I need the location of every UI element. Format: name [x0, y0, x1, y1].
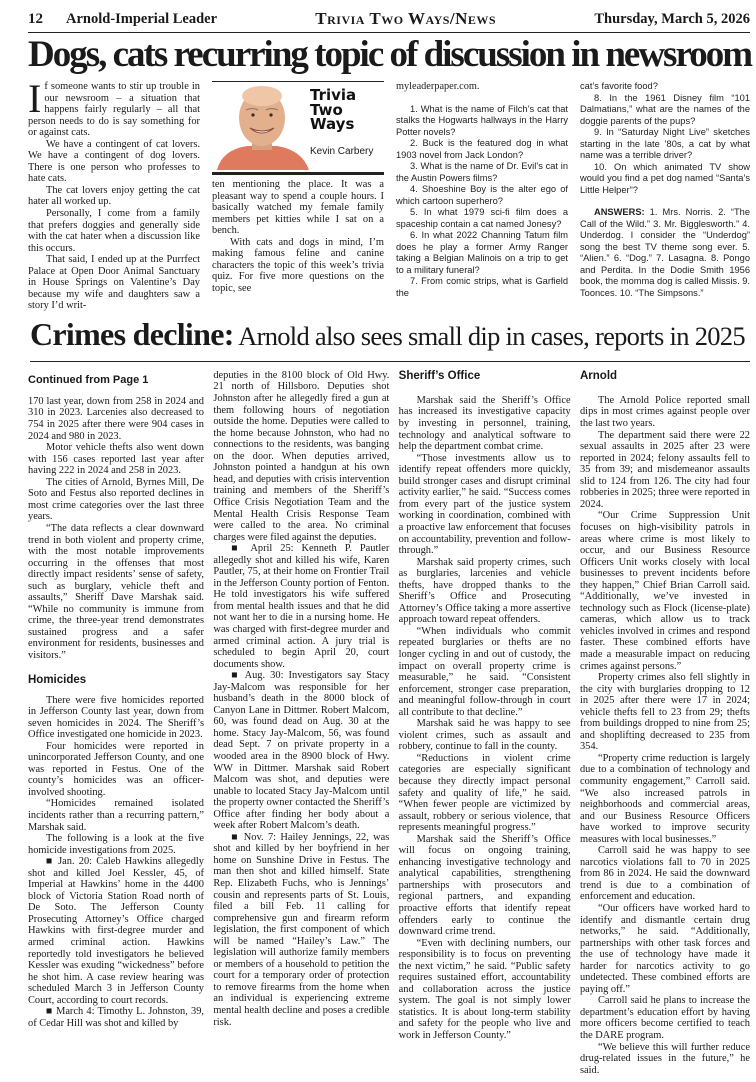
crimes-headline	[28, 316, 750, 359]
trivia-question: 6. In what 2022 Channing Tatum film does he play a former Army Ranger taking a Belgian Malinois on a trip to get to a military funeral?	[396, 230, 568, 275]
paragraph-list	[399, 395, 571, 1042]
article-paragraph: Marshak said the Sheriff’s Office will focus on ongoing training, enhancing investigative technology and analytical capabilities, strengthening partnerships with prosecutors and regional partners, and expanding proactive efforts that identify repeat offenders early to continue the downward crime trend.	[398, 833, 571, 938]
crimes-column-2	[213, 370, 389, 1028]
logo-line: Ways	[310, 115, 355, 133]
byline: Kevin Carbery	[310, 146, 374, 157]
article-paragraph: ■ Nov. 7: Hailey Jennings, 22, was shot and killed by her boyfriend in her home on Sunshine Drive in Festus. The man then shot and killed himself. State Rep. Elizabeth Fuchs, who is Jennings’ cousin and represents parts of St. Louis, filed a bill Feb. 11 calling for comprehensive gun and firearm reform legislation, the first component of which will be named “Hailey’s Law.” The legislation will authorize family members or members of a household to petition the court for a temporary order of protection to remove firearms from the home when an individual is experiencing extreme mental health decline and poses a credible risk.	[213, 831, 390, 1028]
crimes-column-3	[399, 370, 571, 1042]
trivia-paragraph: Personally, I come from a family that prefers doggies and generally side with the cat hater when a discussion like this occurs.	[28, 208, 200, 254]
article-paragraph: ■ Jan. 20: Caleb Hawkins allegedly shot and killed Joel Kessler, 45, of Imperial at Hawkins’ home in the 4400 block of Victoria Station Road north of De Soto. The Jefferson County Prosecuting Attorney’s Office charged Hawkins with first-degree murder and armed criminal action. Hawkins reportedly told investigators he believed Kessler was exuding “wickedness” before he shot him. A case review hearing was scheduled March 3 in Jefferson County Court, according to court records.	[28, 856, 204, 1006]
article-paragraph: deputies in the 8100 block of Old Hwy. 21 north of Hillsboro. Deputies shot Johnston after he allegedly fired a gun at them following hours of negotiation outside the home. Deputies were called to the home because Johnston, who had no connections to the residents, was banging on the door. When deputies arrived, Johnston pointed a handgun at his own head, and deputies with crisis intervention training and members of the Sheriff’s Office Crisis Negotiation Team and the Mental Health Crisis Response Team were called to the area. No criminal charges were filed against the deputies.	[213, 369, 390, 543]
article-paragraph: “Even with declining numbers, our responsibility is to focus on preventing the next victim,” he said. “Public safety requires sustained effort, accountability and collaboration across the justice system. The goal is not simply lower statistics. It is about long-term stability and safety for the people who live and work in Jefferson County.”	[398, 937, 571, 1042]
trivia-column-1	[28, 76, 200, 312]
article-paragraph: “Our officers have worked hard to identify and dismantle certain drug networks,” he said. “Additionally, partnerships with other task forces and the use of technology have made it harder for narcotics activity to go undetected. These combined efforts are paying off.”	[579, 903, 750, 995]
trivia-paragraph: That said, I ended up at the Purrfect Palace at Open Door Animal Sanctuary in House Springs on Valentine’s Day because my wife and daughters saw a story I’d writ-	[28, 254, 200, 312]
paragraph-list	[28, 76, 200, 312]
trivia-questions-1	[396, 81, 568, 299]
article-paragraph: 170 last year, down from 258 in 2024 and 310 in 2023. Larcenies also decreased to 754 in 2025 after there were 904 cases in 2024 and 980 in 2023.	[28, 395, 204, 442]
paragraph-list	[396, 104, 568, 300]
trivia-paragraph: With cats and dogs in mind, I’m making famous feline and canine characters the topic of this week’s trivia quiz. For five more questions on the topic, see	[212, 236, 384, 294]
trivia-question: 5. In what 1979 sci-fi film does a spaceship contain a cat named Jonesy?	[396, 207, 568, 229]
article-paragraph: Motor vehicle thefts also went down with 156 cases reported last year after having 222 in 2024 and 258 in 2023.	[28, 442, 204, 477]
article-paragraph: Marshak said property crimes, such as burglaries, larcenies and vehicle thefts, have dropped thanks to the Sheriff’s Office and Prosecuting Attorney’s Office taking a more assertive approach toward repeat offenders.	[398, 556, 571, 626]
article-paragraph: The cities of Arnold, Byrnes Mill, De Soto and Festus also reported declines in most crime categories over the last three years.	[28, 476, 204, 523]
section-name: Trivia Two Ways/News	[315, 9, 497, 28]
page-number: 12	[28, 11, 43, 27]
article-paragraph: Property crimes also fell slightly in the city with burglaries dropping to 12 in 2025 after there were 17 in 2024; vehicle thefts fell to 23 from 29; thefts from buildings dropped to nine from 25; and shoplifting decreased to 235 from 354.	[579, 672, 750, 753]
trivia-question: 4. Shoeshine Boy is the alter ego of which cartoon superhero?	[396, 184, 568, 206]
trivia-paragraph: We have a contingent of cat lovers. We have a contingent of dog lovers. There is one person who professes to hate cats.	[28, 138, 200, 185]
headline-main: Crimes decline:	[30, 315, 234, 352]
article-paragraph: ■ March 4: Timothy L. Johnston, 39, of Cedar Hill was shot and killed by	[28, 1006, 204, 1029]
answers-label: ANSWERS:	[594, 207, 645, 217]
article-paragraph: “We believe this will further reduce drug-related issues in the future,” he said.	[579, 1041, 750, 1076]
paragraph-list	[28, 396, 204, 662]
trivia-question: 9. In “Saturday Night Live” sketches starting in the late ’80s, a cat by what name was a terrible driver?	[580, 127, 750, 160]
masthead	[28, 8, 750, 33]
trivia-question: cat’s favorite food?	[580, 81, 658, 91]
trivia-question: 1. What is the name of Filch’s cat that stalks the Hogwarts hallways in the Harry Potter novels?	[396, 103, 568, 137]
trivia-column-2	[212, 81, 384, 294]
article-paragraph: ■ Aug. 30: Investigators say Stacy Jay-Malcom was responsible for her husband’s death in the 8000 block of Canyon Lane in Dittmer. Robert Malcom, 60, was found dead on Aug. 30 at the home. Stacy Jay-Malcom, 56, was found dead Sept. 7 on private property in a wooded area in the 8900 block of Hwy. WW in Dittmer. Marshak said Robert Malcom was shot, and deputies were unable to located Stacy Jay-Malcom until the property owner contacted the Sheriff’s Office after finding her body about a week after Robert Malcom’s death.	[213, 670, 390, 832]
column-header-box	[212, 81, 384, 175]
paragraph-list	[580, 395, 750, 1076]
article-paragraph: “The data reflects a clear downward trend in both violent and property crime, with the most notable improvements occurring in the offenses that most directly impact residents’ sense of safety, such as burglary, vehicle theft and assaults,” Sheriff Dave Marshak said. “While no community is immune from crime, the three-year trend demonstrates sustained progress and a safer environment for residents, businesses and visitors.”	[28, 522, 204, 661]
crimes-column-1	[28, 370, 204, 1029]
trivia-question: 8. In the 1961 Disney film “101 Dalmatians,” what are the names of the doggie parents of the pups?	[580, 92, 750, 126]
arnold-subhead: Arnold	[579, 369, 618, 382]
trivia-headline: Dogs, cats recurring topic of discussion in newsroom	[28, 34, 752, 75]
article-paragraph: Carroll said he was happy to see narcotics violations fall to 70 in 2025 from 86 in 2024. He said the downward trend is due to a combination of enforcement and education.	[579, 845, 750, 903]
trivia-question: 10. On which animated TV show would you find a pet dog named “Santa’s Little Helper”?	[580, 161, 750, 195]
article-paragraph: The Arnold Police reported small dips in most crimes against people over the last two years.	[579, 394, 750, 430]
answers-text: 1. Mrs. Norris. 2. “The Call of the Wild.” 3. Mr. Bigglesworth.” 4. Underdog. I consider the “Underdog” song the best TV theme song ever. 5. “Alien.” 6. “Dog.” 7. Lasagna. 8. Pongo and Perdita. In the Dodie Smith 1956 book, the momma dog is called Missis. 9. Toonces. 10. “The Simpsons.”	[580, 207, 750, 298]
article-paragraph: “Property crime reduction is largely due to a combination of technology and community engagement,” Carroll said. “We also increased patrols in neighborhoods and commercial areas, and our Business Resource Officers have worked to improve security measures with local businesses.”	[579, 752, 750, 845]
trivia-question: 7. From comic strips, what is Garfield the	[396, 276, 568, 298]
headline-deck: Arnold also sees small dip in cases, reports in 2025	[233, 320, 745, 351]
column-logo	[310, 88, 356, 132]
crimes-columns	[28, 370, 750, 1076]
article-paragraph: “Those investments allow us to identify repeat offenders more quickly, build stronger cases and disrupt criminal activity earlier,” he said. “Success comes from every part of the justice system working in coordination, combined with a proactive law enforcement that focuses on accountability, prevention and follow-through.”	[398, 452, 571, 557]
article-paragraph: “When individuals who commit repeated burglaries or thefts are no longer cycling in and out of custody, the impact on overall property crime is measurable,” he said. “Consistent enforcement, stronger case preparation, and meaningful follow-through in court all contribute to that decline.”	[398, 625, 571, 718]
article-paragraph: The department said there were 22 sexual assaults in 2025 after 23 were reported in 2024; felony assaults fell to 35 from 39; and misdemeanor assaults slid to 124 from 126. The city had four robberies in 2025; three were reported in 2024.	[579, 429, 750, 510]
trivia-columns	[28, 76, 750, 312]
divider	[30, 361, 750, 362]
paragraph-list	[213, 370, 389, 1028]
article-paragraph: “Homicides remained isolated incidents rather than a recurring pattern,” Marshak said.	[28, 798, 204, 833]
article-paragraph: “Our Crime Suppression Unit focuses on high-visibility patrols in areas where crime is most likely to occur, and our Business Resource Officers Unit works closely with local businesses to prevent incidents before they happen,” Chief Brian Carroll said. “Additionally, we’ve invested in technology such as Flock (license-plate) cameras, which allow us to track vehicles involved in crimes and respond faster. These combined efforts have made a measurable impact on reducing crimes against persons.”	[579, 510, 750, 672]
article-paragraph: The following is a look at the five homicide investigations from 2025.	[28, 833, 204, 856]
trivia-question: 3. What is the name of Dr. Evil’s cat in the Austin Powers films?	[396, 161, 568, 183]
article-paragraph: “Reductions in violent crime categories are especially significant because they directly impact personal safety and quality of life,” he said. “When fewer people are victimized by assault, robbery or serious violence, that represents meaningful progress.”	[398, 752, 571, 834]
trivia-questions-2	[580, 81, 750, 299]
paragraph-list	[580, 93, 750, 197]
article-paragraph: ■ April 25: Kenneth P. Pautler allegedly shot and killed his wife, Karen Pautler, 75, at their home on Frontier Trail in the Jefferson County portion of Fenton. He told investigators his wife suffered from mental health issues and that he did not want her to die in a nursing home. He was charged with first-degree murder and armed criminal action. A jury trial is scheduled to begin April 20, court documents show.	[213, 543, 390, 670]
article-paragraph: Four homicides were reported in unincorporated Jefferson County, and one was reported in Festus. One of the county’s homicides was an officer-involved shooting.	[28, 740, 204, 798]
paragraph-list	[212, 179, 384, 294]
homicides-subhead: Homicides	[28, 673, 87, 686]
crimes-column-4	[580, 370, 750, 1076]
sheriffs-office-subhead: Sheriff’s Office	[398, 369, 481, 382]
continued-kicker[interactable]: Continued from Page 1	[28, 373, 149, 386]
logo-line: Two	[310, 100, 343, 119]
paragraph-list	[28, 695, 204, 1030]
website-link[interactable]: myleaderpaper.com.	[396, 81, 480, 92]
issue-date: Thursday, March 5, 2026	[594, 11, 750, 27]
article-paragraph: Marshak said the Sheriff’s Office has increased its investigative capacity by investing in personnel, training, technology and analytical software to help the department combat crime.	[398, 394, 571, 453]
trivia-question: 2. Buck is the featured dog in what 1903 novel from Jack London?	[396, 138, 568, 160]
logo-line: Trivia	[310, 86, 357, 104]
trivia-answers	[580, 207, 750, 299]
trivia-paragraph: f someone wants to stir up trouble in our newsroom – a situation that happens fairly regularly – all that person needs to do is say something for or against cats.	[28, 81, 200, 139]
article-paragraph: There were five homicides reported in Jefferson County last year, down from seven homicides in 2024. The Sheriff’s Office investigated one homicide in 2023.	[28, 694, 204, 741]
drop-cap: I	[28, 76, 42, 121]
article-paragraph: Marshak said he was happy to see violent crimes, such as assault and robbery, continue to fall in the county.	[398, 718, 571, 753]
paper-name: Arnold-Imperial Leader	[66, 11, 218, 27]
trivia-paragraph: ten mentioning the place. It was a pleasant way to spend a couple hours. I basically watched my female family members pet kitties while I sat on a bench.	[212, 179, 384, 237]
article-paragraph: Carroll said he plans to increase the department’s education effort by having more officers become certified to teach the DARE program.	[579, 995, 750, 1042]
trivia-paragraph: The cat lovers enjoy getting the cat hater all worked up.	[28, 184, 200, 208]
columnist-photo	[212, 82, 312, 170]
